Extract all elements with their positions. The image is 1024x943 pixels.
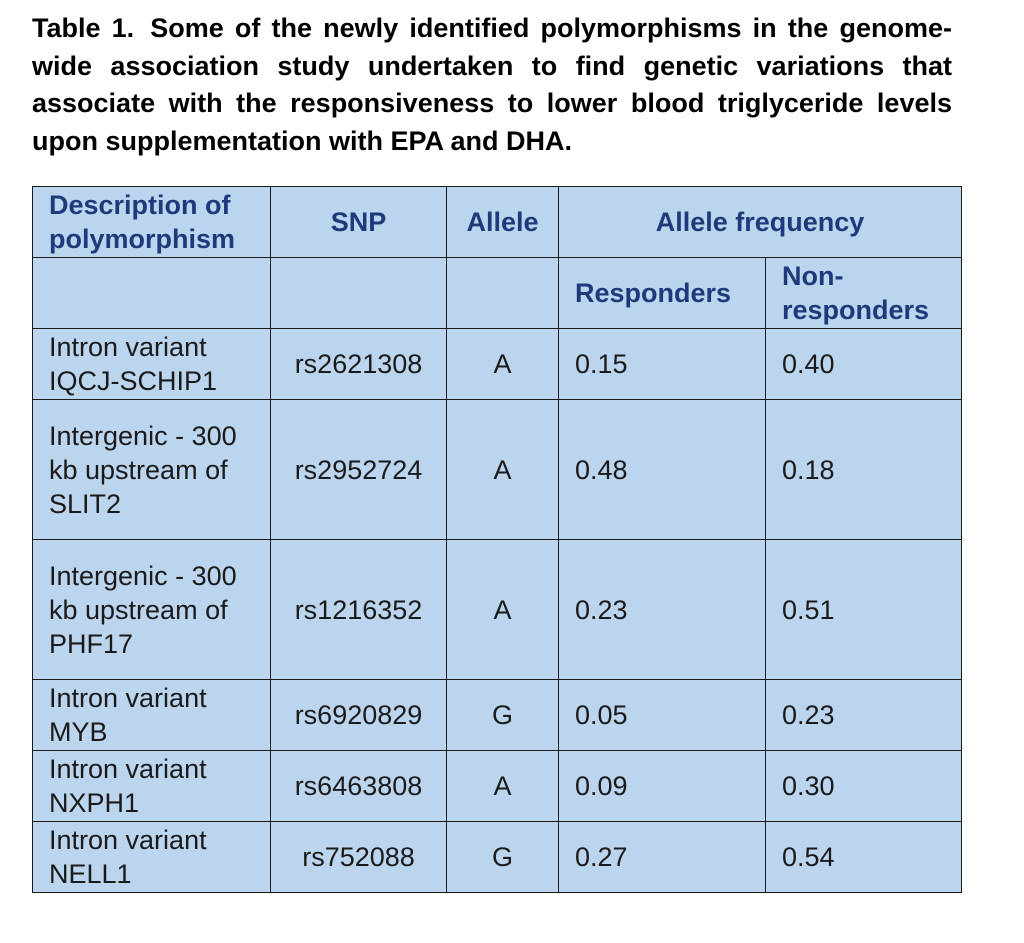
table-label: Table 1.	[32, 13, 135, 43]
cell-allele: G	[447, 822, 559, 893]
cell-responders: 0.48	[559, 400, 766, 540]
cell-allele: A	[447, 540, 559, 680]
header-description: Description of polymorphism	[33, 187, 271, 258]
cell-description: Intergenic - 300 kb upstream of PHF17	[33, 540, 271, 680]
caption-text: Some of the newly identified polymorphisms in the genome-wide association study undertaken to find genetic variations that associate with the responsiveness to lower blood triglyceride levels upon supplementation with EPA and DHA.	[32, 13, 952, 156]
header-sub-empty-1	[33, 258, 271, 329]
cell-non-responders: 0.30	[766, 751, 962, 822]
cell-allele: G	[447, 680, 559, 751]
table-row	[33, 540, 962, 680]
cell-allele: A	[447, 329, 559, 400]
cell-description: Intron variant NELL1	[33, 822, 271, 893]
cell-description: Intron variant MYB	[33, 680, 271, 751]
cell-non-responders: 0.18	[766, 400, 962, 540]
table-caption	[32, 10, 952, 160]
cell-description: Intron variant NXPH1	[33, 751, 271, 822]
cell-description: Intergenic - 300 kb upstream of SLIT2	[33, 400, 271, 540]
polymorphism-table	[32, 186, 962, 893]
cell-non-responders: 0.23	[766, 680, 962, 751]
cell-snp: rs6463808	[271, 751, 447, 822]
cell-description: Intron variant IQCJ-SCHIP1	[33, 329, 271, 400]
header-non-responders: Non-responders	[766, 258, 962, 329]
cell-responders: 0.09	[559, 751, 766, 822]
header-allele-frequency: Allele frequency	[559, 187, 962, 258]
cell-snp: rs6920829	[271, 680, 447, 751]
header-sub-empty-3	[447, 258, 559, 329]
cell-responders: 0.05	[559, 680, 766, 751]
cell-non-responders: 0.40	[766, 329, 962, 400]
header-row-main	[33, 187, 962, 258]
cell-snp: rs2621308	[271, 329, 447, 400]
table-row	[33, 400, 962, 540]
table-row	[33, 822, 962, 893]
cell-allele: A	[447, 751, 559, 822]
table-row	[33, 751, 962, 822]
cell-responders: 0.15	[559, 329, 766, 400]
cell-allele: A	[447, 400, 559, 540]
cell-responders: 0.23	[559, 540, 766, 680]
cell-snp: rs752088	[271, 822, 447, 893]
cell-snp: rs2952724	[271, 400, 447, 540]
header-snp: SNP	[271, 187, 447, 258]
cell-non-responders: 0.54	[766, 822, 962, 893]
header-allele: Allele	[447, 187, 559, 258]
cell-responders: 0.27	[559, 822, 766, 893]
cell-snp: rs1216352	[271, 540, 447, 680]
table-row	[33, 680, 962, 751]
cell-non-responders: 0.51	[766, 540, 962, 680]
header-responders: Responders	[559, 258, 766, 329]
table-row	[33, 329, 962, 400]
header-sub-empty-2	[271, 258, 447, 329]
header-row-sub	[33, 258, 962, 329]
